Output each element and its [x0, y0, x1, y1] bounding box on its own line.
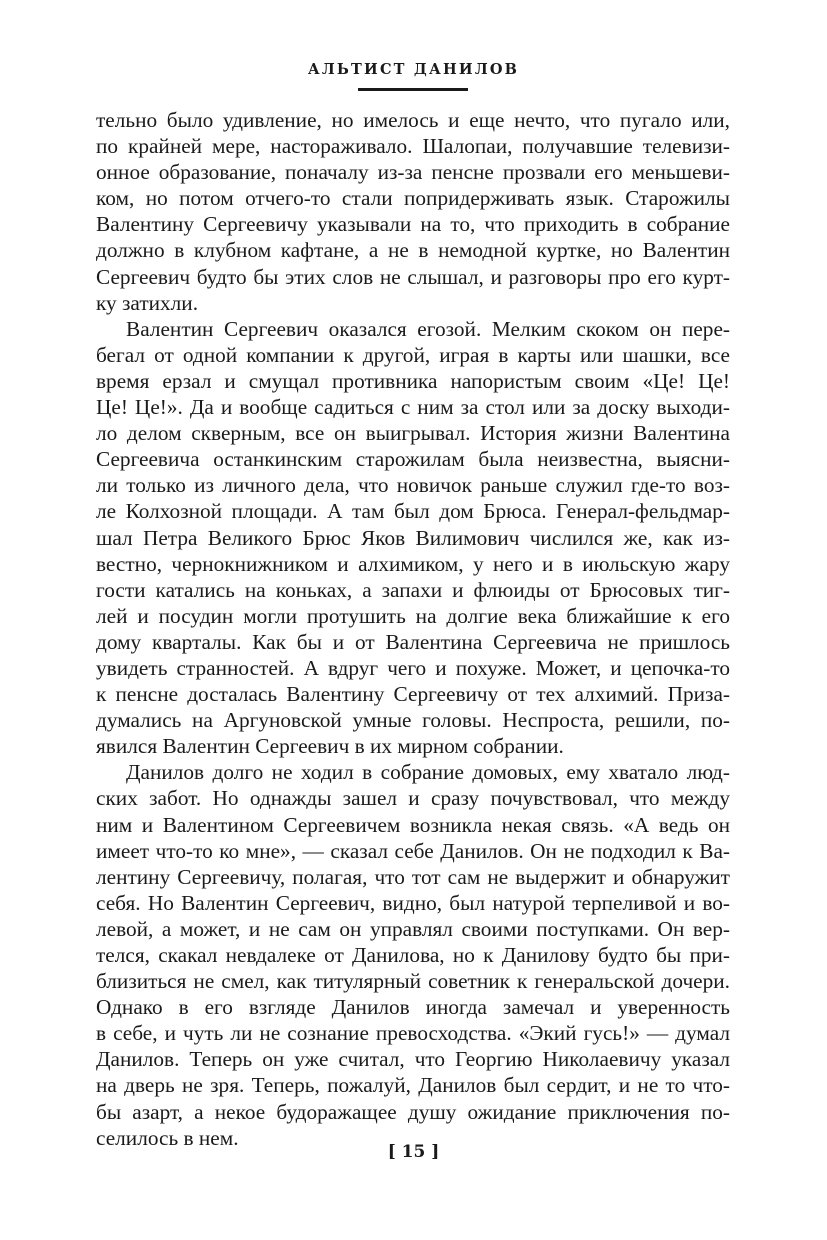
text-line: Однако в его взгляде Данилов иногда замечал и уверенность [96, 995, 730, 1020]
text-line: по крайней мере, настораживало. Шалопаи, получавшие телевизи- [96, 134, 730, 159]
text-line: ком, но потом отчего-то стали попридерживать язык. Старожилы [96, 186, 730, 211]
text-line: к пенсне досталась Валентину Сергеевичу от тех алхимий. Приза- [96, 682, 730, 707]
text-line: вестно, чернокнижником и алхимиком, у него и в июльскую жару [96, 551, 730, 576]
text-line: себя. Но Валентин Сергеевич, видно, был натурой терпеливой и во- [96, 890, 730, 915]
text-line: лей и посудин могли протушить на долгие века ближайшие к его [96, 603, 730, 628]
text-line: ских забот. Но однажды зашел и сразу почувствовал, что между [96, 786, 730, 811]
text-line: увидеть странностей. А вдруг чего и похуже. Может, и цепочка-то [96, 655, 730, 680]
text-line: ли только из личного дела, что новичок раньше служил где-то воз- [96, 473, 730, 498]
text-line: дому кварталы. Как бы и от Валентина Сергеевича не пришлось [96, 629, 730, 654]
body-text [96, 107, 730, 1151]
text-line: близиться не смел, как титулярный советник к генеральской дочери. [96, 969, 730, 994]
text-line: левой, а может, и не сам он управлял своими поступками. Он вер- [96, 916, 730, 941]
text-line: телся, скакал невдалеке от Данилова, но к Данилову будто бы при- [96, 943, 730, 967]
text-line: селилось в нем. [96, 1125, 239, 1150]
text-line: гости катались на коньках, а запахи и флюиды от Брюсовых тиг- [96, 577, 730, 602]
text-line: Данилов. Теперь он уже считал, что Георгию Николаевичу указал [96, 1047, 730, 1072]
text-line: явился Валентин Сергеевич в их мирном собрании. [96, 734, 564, 759]
text-line: ле Колхозной площади. А там был дом Брюса. Генерал-фельдмар- [96, 499, 730, 524]
text-line: Сергеевич будто бы этих слов не слышал, и разговоры про его курт- [96, 264, 730, 289]
text-line: ним и Валентином Сергеевичем возникла некая связь. «А ведь он [96, 812, 730, 837]
text-line: думались на Аргуновской умные головы. Неспроста, решили, по- [96, 708, 730, 733]
text-line: в себе, и чуть ли не сознание превосходства. «Экий гусь!» — думал [96, 1021, 730, 1046]
text-line: имеет что-то ко мне», — сказал себе Данилов. Он не подходил к Ва- [96, 838, 730, 863]
running-head: АЛЬТИСТ ДАНИЛОВ [307, 61, 520, 78]
text-line: время ерзал и смущал противника напористым своим «Це! Це! [96, 368, 730, 393]
paragraph [96, 316, 730, 760]
text-line: бы азарт, а некое будоражащее душу ожидание приключения по- [96, 1099, 730, 1124]
text-line: шал Петра Великого Брюс Яков Вилимович числился же, как из- [96, 525, 730, 550]
text-line: Данилов долго не ходил в собрание домовых, ему хватало люд- [126, 760, 730, 785]
text-line: бегал от одной компании к другой, играя в карты или шашки, все [96, 342, 730, 367]
text-line: на дверь не зря. Теперь, пожалуй, Данилов был сердит, и не то что- [96, 1073, 730, 1098]
paragraph [96, 759, 730, 1150]
text-line: ло делом скверным, все он выигрывал. История жизни Валентина [96, 421, 730, 446]
text-line: лентину Сергеевичу, полагая, что тот сам не выдержит и обнаружит [96, 864, 730, 889]
paragraph [96, 107, 730, 316]
text-line: Валентину Сергеевичу указывали на то, что приходить в собрание [96, 212, 730, 237]
page-number: [ 15 ] [387, 1142, 440, 1162]
text-line: онное образование, поначалу из-за пенсне прозвали его меньшеви- [96, 160, 730, 185]
text-line: Це! Це!». Да и вообще садиться с ним за стол или за доску выходи- [96, 395, 730, 420]
text-line: тельно было удивление, но имелось и еще нечто, что пугало или, [96, 108, 730, 132]
header-rule [358, 88, 468, 91]
text-line: должно в клубном кафтане, а не в немодной куртке, но Валентин [96, 238, 730, 263]
text-line: Валентин Сергеевич оказался егозой. Мелким скоком он пере- [126, 316, 730, 341]
text-line: Сергеевича останкинским старожилам была неизвестна, выясни- [96, 447, 730, 472]
text-line: ку затихли. [96, 290, 199, 315]
